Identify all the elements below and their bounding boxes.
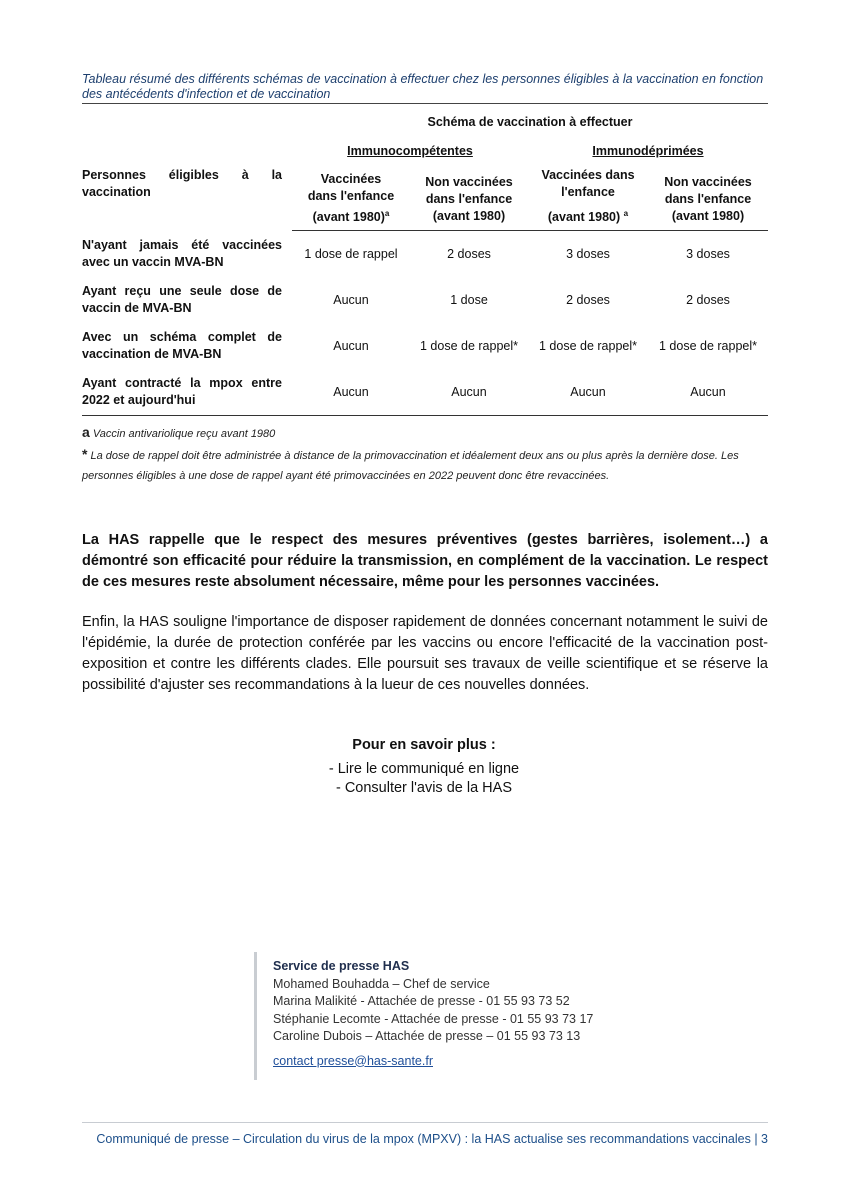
press-contact-line: Caroline Dubois – Attachée de presse – 01 55 93 73 13 (273, 1029, 581, 1043)
press-contact-line: Stéphanie Lecomte - Attachée de presse - 01 55 93 73 17 (273, 1011, 594, 1026)
table-cell: 2 doses (566, 292, 610, 307)
table-cell: Aucun (292, 369, 410, 416)
vaccination-schema-table (82, 106, 768, 416)
table-cell: 2 doses (447, 246, 491, 261)
group-immunocompromised: Immunodéprimées (592, 143, 704, 158)
table-cell: Aucun (333, 338, 369, 353)
footnote-a-ref: a (623, 209, 629, 219)
row-label: N'ayant jamais été vaccinées avec un vaccin MVA-BN (82, 237, 282, 269)
caption-divider (82, 103, 768, 104)
eligible-persons-header (82, 138, 292, 231)
table-cell: 1 dose de rappel* (420, 338, 518, 353)
press-service-title: Service de presse HAS (273, 959, 410, 973)
footnote-a-ref: a (384, 209, 390, 219)
press-contact-box (254, 952, 633, 1080)
table-cell: 1 dose de rappel (304, 246, 398, 261)
footnote-a-mark: a (82, 424, 90, 440)
table-cell: 1 dose (450, 292, 488, 307)
table-cell: 2 doses (686, 292, 730, 307)
schema-header: Schéma de vaccination à effectuer (427, 114, 633, 129)
col-header-unvaccinated-immunocompromised: Non vaccinées dans l'enfance (avant 1980) (648, 164, 768, 231)
footnote-star-mark: * (82, 446, 88, 462)
table-row (82, 369, 768, 416)
press-contact-line: Marina Malikité - Attachée de presse - 01 55 93 73 52 (273, 994, 570, 1008)
eligible-persons-header-line2: vaccination (82, 185, 151, 200)
table-cell: 1 dose de rappel* (539, 338, 637, 353)
press-contact-line: Mohamed Bouhadda – Chef de service (273, 976, 490, 991)
table-row (82, 231, 768, 278)
table-cell: 3 doses (566, 246, 610, 261)
col-header-vaccinated-immunocompromised: Vaccinées dans l'enfance (avant 1980) $^a$ (528, 164, 648, 231)
footnote-a-text: Vaccin antivariolique reçu avant 1980 (92, 428, 276, 440)
table-row (82, 277, 768, 323)
table-caption: Tableau résumé des différents schémas de vaccination à effectuer chez les personnes éligibles à la vaccination en fonction des antécédents d'infection et de vaccination (82, 72, 764, 101)
data-needs-paragraph: Enfin, la HAS souligne l'importance de disposer rapidement de données concernant notamment le suivi de l'épidémie, la durée de protection conférée par les vaccins ou encore l'efficacité de la vaccination post-exposition et contre les différents clades. Elle poursuit ses travaux de veille scientifique et se réserve la possibilité d'ajuster ses recommandations à la lueur de ces nouvelles données. (82, 614, 768, 693)
footnote-star-text: La dose de rappel doit être administrée à distance de la primovaccination et idéalement deux ans ou plus après la dernière dose. Les personnes éligibles à une dose de rappel ayant été primovaccinées en 2022 peuvent donc être revaccinées. (82, 450, 739, 482)
table-cell: 1 dose de rappel* (659, 338, 757, 353)
footnote-a (82, 422, 772, 444)
row-label: Ayant contracté la mpox entre 2022 et aujourd'hui (82, 369, 292, 416)
table-cell: Aucun (648, 369, 768, 416)
eligible-persons-header-line1: Personnes éligibles à la (82, 168, 282, 183)
table-cell: Aucun (333, 292, 369, 307)
row-label: Ayant reçu une seule dose de vaccin de MVA-BN (82, 284, 282, 315)
has-opinion-link[interactable]: - Consulter l'avis de la HAS (335, 780, 513, 796)
col-header-vaccinated-immunocompetent: Vaccinées dans l'enfance (avant 1980)$^a$ (292, 164, 410, 231)
press-release-online-link[interactable]: - Lire le communiqué en ligne (328, 761, 520, 777)
group-immunocompetent: Immunocompétentes (347, 143, 473, 158)
preventive-measures-paragraph: La HAS rappelle que le respect des mesures préventives (gestes barrières, isolement…) a démontré son efficacité pour réduire la transmission, en complément de la vaccination. Le respect de ces mesures reste absolument nécessaire, même pour les personnes vaccinées. (82, 532, 768, 590)
table-cell: 3 doses (686, 246, 730, 261)
learn-more-title: Pour en savoir plus : (352, 737, 496, 753)
press-email-link[interactable]: contact presse@has-sante.fr (273, 1053, 433, 1068)
page-footer: Communiqué de presse – Circulation du virus de la mpox (MPXV) : la HAS actualise ses recommandations vaccinales | 3 (96, 1132, 768, 1146)
footnote-star (82, 444, 772, 486)
row-label: Avec un schéma complet de vaccination de MVA-BN (82, 330, 282, 361)
table-cell: Aucun (410, 369, 528, 416)
learn-more-list (0, 760, 848, 798)
table-row (82, 323, 768, 369)
col-header-unvaccinated-immunocompetent: Non vaccinées dans l'enfance (avant 1980) (410, 164, 528, 231)
footer-divider (82, 1122, 768, 1123)
table-cell: Aucun (528, 369, 648, 416)
